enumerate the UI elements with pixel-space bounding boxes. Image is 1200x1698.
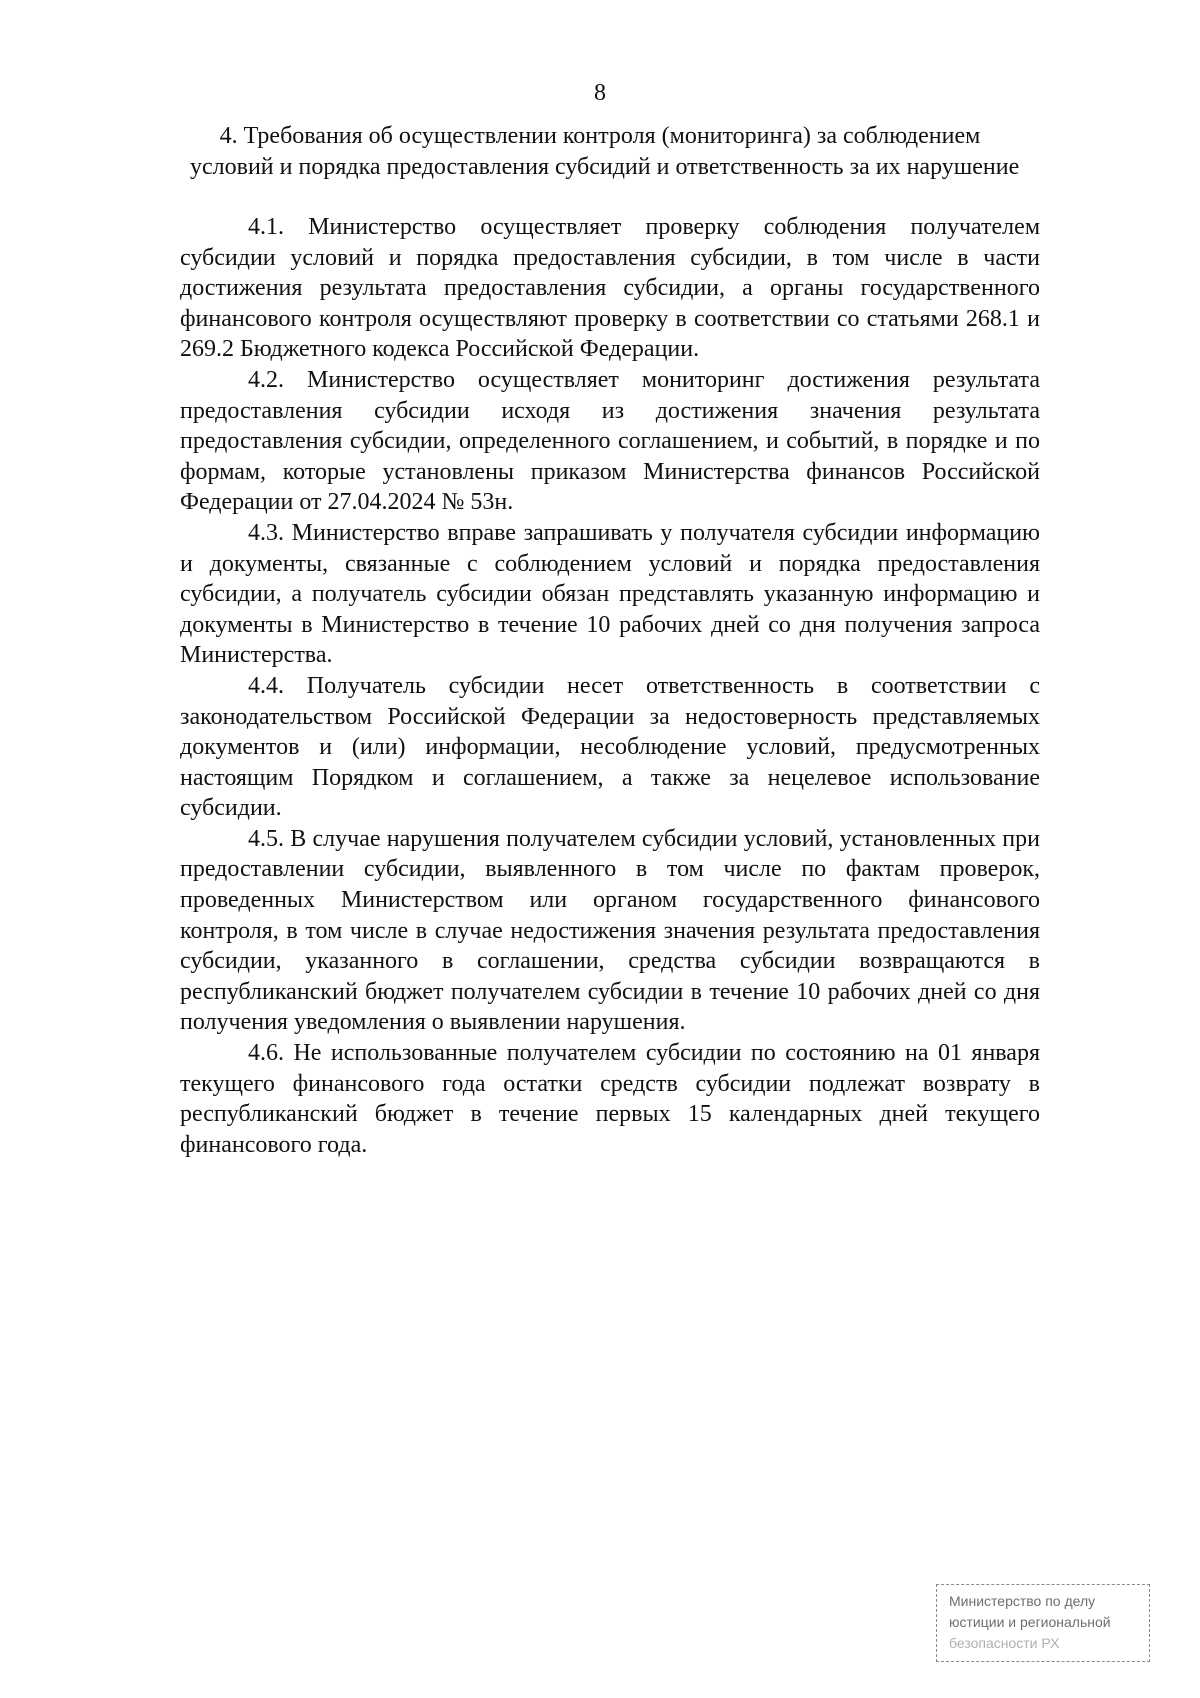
stamp-line-2: юстиции и региональной bbox=[949, 1614, 1111, 1630]
paragraph-4-1: 4.1. Министерство осуществляет проверку соблюдения получателем субсидии условий и порядка предоставления субсидии, в том числе в части достижения результата предоставления субсидии, а органы государственного финансового контроля осуществляют проверку в соответствии со статьями 268.1 и 269.2 Бюджетного кодекса Российской Федерации. bbox=[180, 214, 1040, 363]
section-title-line-2: условий и порядка предоставления субсидий и ответственность за их нарушение bbox=[190, 154, 1020, 180]
section-title-line-1: 4. Требования об осуществлении контроля (мониторинга) за соблюдением bbox=[219, 123, 981, 149]
page-number: 8 bbox=[594, 80, 606, 106]
paragraph-4-3: 4.3. Министерство вправе запрашивать у получателя субсидии информацию и документы, связанные с соблюдением условий и порядка предоставления субсидии, а получатель субсидии обязан представлять указанную информацию и документы в Министерство в течение 10 рабочих дней со дня получения запроса Министерства. bbox=[180, 519, 1040, 669]
section-title bbox=[190, 121, 1020, 183]
stamp-line-1: Министерство по делу bbox=[949, 1593, 1096, 1609]
registration-stamp bbox=[936, 1584, 1150, 1662]
paragraph-4-2: 4.2. Министерство осуществляет мониторинг достижения результата предоставления субсидии исходя из достижения значения результата предоставления субсидии, определенного соглашением, и событий, в порядке и по формам, которые установлены приказом Министерства финансов Российской Федерации от 27.04.2024 № 53н. bbox=[180, 366, 1040, 516]
paragraph-4-4: 4.4. Получатель субсидии несет ответственность в соответствии с законодательством Российской Федерации за недостоверность представляемых документов и (или) информации, несоблюдение условий, предусмотренных настоящим Порядком и соглашением, а также за нецелевое использование субсидии. bbox=[180, 672, 1040, 822]
paragraph-4-5: 4.5. В случае нарушения получателем субсидии условий, установленных при предоставлении субсидии, выявленного в том числе по фактам проверок, проведенных Министерством или органом государственного финансового контроля, в том числе в случае недостижения значения результата предоставления субсидии, указанного в соглашении, средства субсидии возвращаются в республиканский бюджет получателем субсидии в течение 10 рабочих дней со дня получения уведомления о выявлении нарушения. bbox=[180, 825, 1040, 1036]
document-body bbox=[180, 212, 1040, 1160]
stamp-line-3: безопасности РХ bbox=[949, 1635, 1060, 1651]
paragraph-4-6: 4.6. Не использованные получателем субсидии по состоянию на 01 января текущего финансового года остатки средств субсидии подлежат возврату в республиканский бюджет в течение первых 15 календарных дней текущего финансового года. bbox=[180, 1040, 1040, 1158]
